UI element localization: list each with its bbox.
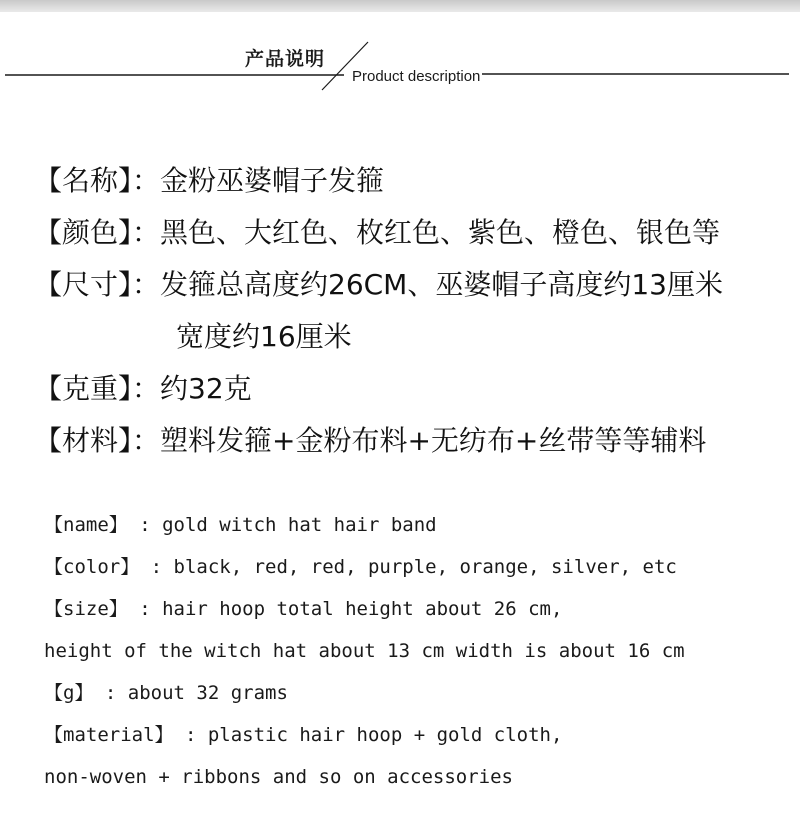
en-spec-weight: 【g】 : about 32 grams (44, 682, 288, 704)
en-spec-size-cont: height of the witch hat about 13 cm width is about 16 cm (44, 640, 685, 662)
en-spec-size: 【size】 : hair hoop total height about 26 cm, (44, 598, 563, 620)
header-divider (0, 0, 800, 100)
cn-spec-name: 【名称】：金粉巫婆帽子发箍 (34, 164, 385, 197)
section-title-cn: 产品说明 (245, 48, 326, 70)
cn-spec-weight: 【克重】：约32克 (34, 372, 252, 405)
cn-spec-size-cont: 宽度约16厘米 (176, 320, 352, 353)
cn-spec-material: 【材料】：塑料发箍+金粉布料+无纺布+丝带等等辅料 (34, 424, 707, 457)
en-spec-color: 【color】 : black, red, red, purple, orange, silver, etc (44, 556, 677, 578)
cn-spec-color: 【颜色】：黑色、大红色、枚红色、紫色、橙色、银色等 (34, 216, 721, 249)
en-spec-name: 【name】 : gold witch hat hair band (44, 514, 437, 536)
en-spec-material-cont: non-woven + ribbons and so on accessories (44, 766, 513, 788)
section-title-en: Product description (352, 68, 481, 85)
en-spec-material: 【material】 : plastic hair hoop + gold cloth, (44, 724, 563, 746)
cn-spec-size: 【尺寸】：发箍总高度约26CM、巫婆帽子高度约13厘米 (34, 268, 723, 301)
